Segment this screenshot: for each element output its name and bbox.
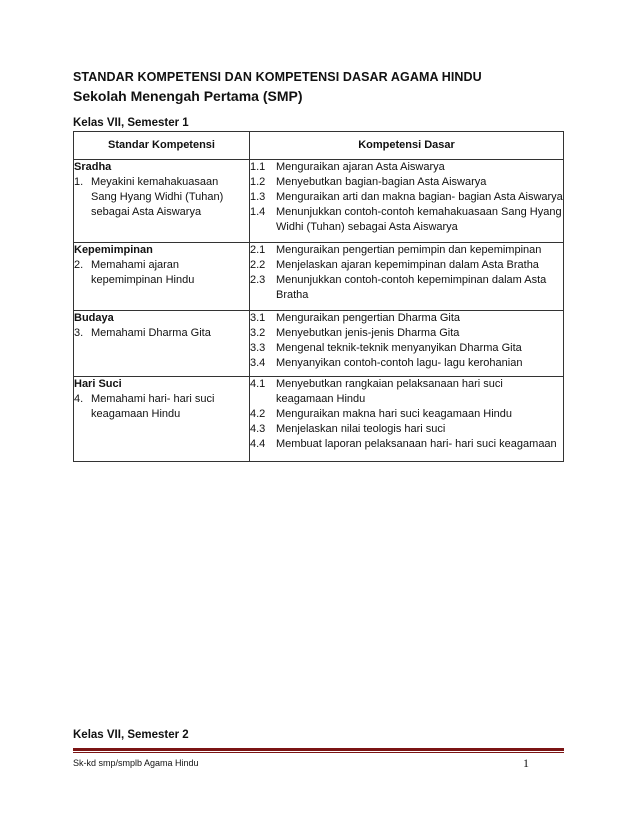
kompetensi-dasar-cell bbox=[250, 243, 564, 311]
kd-text: Menjelaskan nilai teologis hari suci bbox=[276, 423, 446, 435]
table-row bbox=[74, 377, 564, 462]
standar-kompetensi-cell bbox=[74, 160, 250, 243]
semester-1-label: Kelas VII, Semester 1 bbox=[73, 117, 189, 129]
kompetensi-dasar-cell bbox=[250, 160, 564, 243]
footer-rule-thin bbox=[73, 752, 564, 753]
sk-title: Budaya bbox=[74, 312, 114, 324]
document-subtitle: Sekolah Menengah Pertama (SMP) bbox=[73, 88, 303, 104]
column-header-kompetensi-dasar: Kompetensi Dasar bbox=[250, 132, 564, 160]
table-header-row bbox=[74, 132, 564, 160]
kd-number: 1.3 bbox=[250, 191, 266, 203]
document-title: STANDAR KOMPETENSI DAN KOMPETENSI DASAR AGAMA HINDU bbox=[73, 70, 482, 84]
sk-item bbox=[74, 392, 249, 422]
kd-number: 2.1 bbox=[250, 244, 266, 256]
kd-text: Menyanyikan contoh-contoh lagu- lagu kerohanian bbox=[276, 357, 523, 369]
kd-item bbox=[250, 160, 563, 175]
standar-kompetensi-cell bbox=[74, 377, 250, 462]
kd-item bbox=[250, 377, 563, 407]
kd-text: Menyebutkan bagian-bagian Asta Aiswarya bbox=[276, 176, 487, 188]
kd-number: 3.2 bbox=[250, 327, 266, 339]
kd-number: 4.3 bbox=[250, 423, 266, 435]
kd-text: Menguraikan pengertian pemimpin dan kepemimpinan bbox=[276, 244, 542, 256]
kd-text: Menunjukkan contoh-contoh kemahakuasaan Sang Hyang Widhi (Tuhan) sebagai Asta Aiswarya bbox=[276, 206, 562, 233]
kd-item bbox=[250, 341, 563, 356]
page-number: 1 bbox=[523, 756, 529, 770]
semester-2-label: Kelas VII, Semester 2 bbox=[73, 729, 189, 741]
kd-number: 1.2 bbox=[250, 176, 266, 188]
kd-text: Menyebutkan jenis-jenis Dharma Gita bbox=[276, 327, 460, 339]
kd-number: 4.2 bbox=[250, 408, 266, 420]
kd-item bbox=[250, 422, 563, 437]
table-body bbox=[74, 160, 564, 462]
table-row bbox=[74, 243, 564, 311]
footer-label: Sk-kd smp/smplb Agama Hindu bbox=[73, 758, 199, 768]
table-row bbox=[74, 311, 564, 377]
kd-item bbox=[250, 190, 563, 205]
kd-item bbox=[250, 356, 563, 371]
sk-number: 1. bbox=[74, 176, 84, 188]
sk-item bbox=[74, 258, 249, 288]
sk-number: 3. bbox=[74, 327, 84, 339]
kd-text: Menjelaskan ajaran kepemimpinan dalam Asta Bratha bbox=[276, 259, 539, 271]
kd-number: 2.3 bbox=[250, 274, 266, 286]
kd-item bbox=[250, 326, 563, 341]
kd-number: 3.3 bbox=[250, 342, 266, 354]
competency-table bbox=[73, 131, 564, 462]
table-row bbox=[74, 160, 564, 243]
footer-rule bbox=[73, 748, 564, 751]
kd-number: 3.4 bbox=[250, 357, 266, 369]
kd-number: 1.4 bbox=[250, 206, 266, 218]
kd-text: Menguraikan arti dan makna bagian- bagian Asta Aiswarya bbox=[276, 191, 563, 203]
sk-text: Meyakini kemahakuasaan Sang Hyang Widhi (Tuhan) sebagai Asta Aiswarya bbox=[91, 176, 224, 218]
kd-item bbox=[250, 407, 563, 422]
sk-title: Sradha bbox=[74, 161, 112, 173]
kd-text: Menguraikan ajaran Asta Aiswarya bbox=[276, 161, 445, 173]
sk-text: Memahami hari- hari suci keagamaan Hindu bbox=[91, 393, 215, 420]
kd-item bbox=[250, 437, 563, 452]
kd-text: Menunjukkan contoh-contoh kepemimpinan dalam Asta Bratha bbox=[276, 274, 547, 301]
kd-number: 3.1 bbox=[250, 312, 266, 324]
sk-text: Memahami ajaran kepemimpinan Hindu bbox=[91, 259, 195, 286]
standar-kompetensi-cell bbox=[74, 311, 250, 377]
kd-text: Menguraikan makna hari suci keagamaan Hindu bbox=[276, 408, 513, 420]
kd-number: 4.4 bbox=[250, 438, 266, 450]
kompetensi-dasar-cell bbox=[250, 377, 564, 462]
kd-number: 1.1 bbox=[250, 161, 266, 173]
kd-item bbox=[250, 258, 563, 273]
kd-number: 2.2 bbox=[250, 259, 266, 271]
column-header-standar-kompetensi: Standar Kompetensi bbox=[74, 132, 250, 160]
kd-item bbox=[250, 273, 563, 303]
sk-title: Kepemimpinan bbox=[74, 244, 153, 256]
kd-text: Mengenal teknik-teknik menyanyikan Dharma Gita bbox=[276, 342, 522, 354]
sk-item bbox=[74, 326, 249, 341]
kd-item bbox=[250, 311, 563, 326]
kd-item bbox=[250, 205, 563, 235]
kd-text: Menguraikan pengertian Dharma Gita bbox=[276, 312, 461, 324]
kd-item bbox=[250, 243, 563, 258]
sk-item bbox=[74, 175, 249, 220]
kd-text: Menyebutkan rangkaian pelaksanaan hari suci keagamaan Hindu bbox=[276, 378, 503, 405]
sk-number: 4. bbox=[74, 393, 84, 405]
kd-text: Membuat laporan pelaksanaan hari- hari suci keagamaan bbox=[276, 438, 557, 450]
standar-kompetensi-cell bbox=[74, 243, 250, 311]
kd-item bbox=[250, 175, 563, 190]
sk-number: 2. bbox=[74, 259, 84, 271]
sk-title: Hari Suci bbox=[74, 378, 122, 390]
sk-text: Memahami Dharma Gita bbox=[91, 327, 211, 339]
kompetensi-dasar-cell bbox=[250, 311, 564, 377]
kd-number: 4.1 bbox=[250, 378, 266, 390]
